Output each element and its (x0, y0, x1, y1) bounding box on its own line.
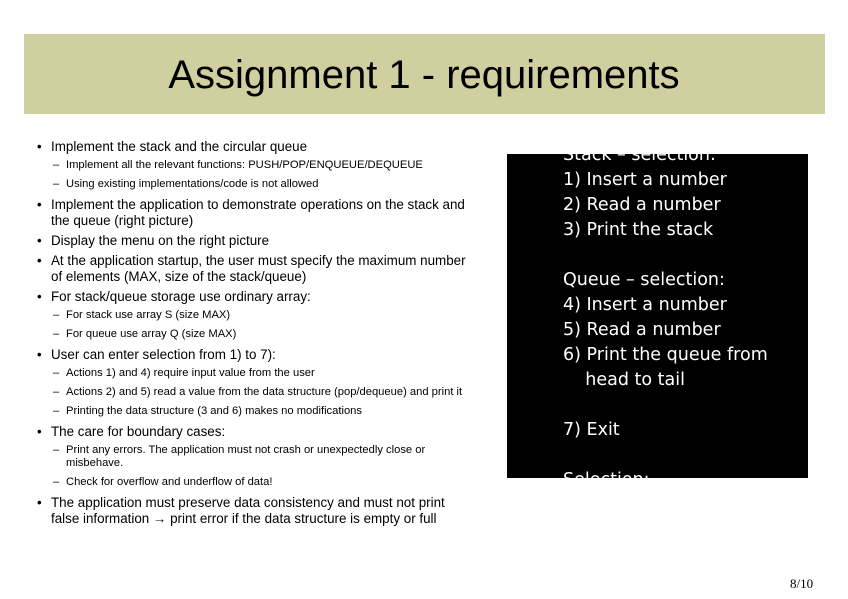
sub-bullet-item (34, 386, 474, 399)
bullet-mark: • (37, 253, 42, 268)
bullet-item (34, 233, 474, 249)
bullet-item (34, 424, 474, 440)
console-line: 5) Read a number (563, 320, 721, 340)
bullet-item (34, 253, 474, 285)
bullet-text: For stack use array S (size MAX) (66, 309, 231, 321)
bullet-item (34, 347, 474, 363)
bullet-item (34, 139, 474, 155)
dash-mark: – (53, 159, 60, 171)
bullet-text: Implement the application to demonstrate operations on the stack and the queue (right picture) (51, 197, 465, 228)
bullet-item (34, 197, 474, 229)
bullet-text: The application must preserve data consistency and must not print false information → print error if the data structure is empty or full (51, 495, 445, 526)
dash-mark: – (53, 328, 60, 340)
console-line: 3) Print the stack (563, 220, 714, 240)
bullet-text: Using existing implementations/code is not allowed (66, 178, 319, 190)
bullet-mark: • (37, 424, 42, 439)
sub-bullet-item (34, 367, 474, 380)
bullet-mark: • (37, 197, 42, 212)
sub-bullet-item (34, 444, 474, 470)
console-line (563, 243, 768, 268)
bullet-text: Actions 2) and 5) read a value from the data structure (pop/dequeue) and print it (66, 386, 463, 398)
sub-bullet-item (34, 309, 474, 322)
console-menu-text (563, 143, 768, 493)
console-line (563, 393, 768, 418)
console-line: Queue – selection: (563, 270, 725, 290)
console-line: Selection: (563, 470, 650, 490)
page-number: 8/10 (790, 576, 814, 591)
bullet-text: For queue use array Q (size MAX) (66, 328, 237, 340)
bullet-item (34, 289, 474, 305)
bullet-text: Print any errors. The application must not crash or unexpectedly close or misbehave. (66, 444, 426, 469)
console-line: 1) Insert a number (563, 170, 727, 190)
sub-bullet-item (34, 159, 474, 172)
bullet-mark: • (37, 289, 42, 304)
console-line: 7) Exit (563, 420, 620, 440)
bullet-text: Implement the stack and the circular queue (51, 139, 308, 154)
bullet-text: Display the menu on the right picture (51, 233, 270, 248)
bullet-text: Printing the data structure (3 and 6) makes no modifications (66, 405, 362, 417)
dash-mark: – (53, 476, 60, 488)
dash-mark: – (53, 367, 60, 379)
console-line: 4) Insert a number (563, 295, 727, 315)
bullet-text: Implement all the relevant functions: PUSH/POP/ENQUEUE/DEQUEUE (66, 159, 423, 171)
bullet-text: Check for overflow and underflow of data! (66, 476, 273, 488)
dash-mark: – (53, 405, 60, 417)
console-line: Stack – selection: (563, 145, 716, 165)
sub-bullet-item (34, 405, 474, 418)
sub-bullet-item (34, 178, 474, 191)
bullet-text: The care for boundary cases: (51, 424, 226, 439)
dash-mark: – (53, 178, 60, 190)
bullet-item (34, 495, 474, 527)
bullet-text: User can enter selection from 1) to 7): (51, 347, 276, 362)
bullet-text: At the application startup, the user must specify the maximum number of elements (MAX, size of the stack/queue) (51, 253, 466, 284)
console-line: 2) Read a number (563, 195, 721, 215)
console-line (563, 443, 768, 468)
sub-bullet-item (34, 476, 474, 489)
bullet-text: Actions 1) and 4) require input value from the user (66, 367, 315, 379)
dash-mark: – (53, 309, 60, 321)
bullet-mark: • (37, 347, 42, 362)
dash-mark: – (53, 444, 60, 456)
console-line: 6) Print the queue from (563, 345, 768, 365)
slide-title: Assignment 1 - requirements (168, 53, 680, 97)
bullet-mark: • (37, 139, 42, 154)
console-screenshot (507, 145, 808, 490)
dash-mark: – (53, 386, 60, 398)
bullet-mark: • (37, 233, 42, 248)
sub-bullet-item (34, 328, 474, 341)
bullet-mark: • (37, 495, 42, 510)
bullet-list (34, 139, 474, 531)
bullet-text: For stack/queue storage use ordinary array: (51, 289, 311, 304)
console-line: head to tail (563, 370, 685, 390)
